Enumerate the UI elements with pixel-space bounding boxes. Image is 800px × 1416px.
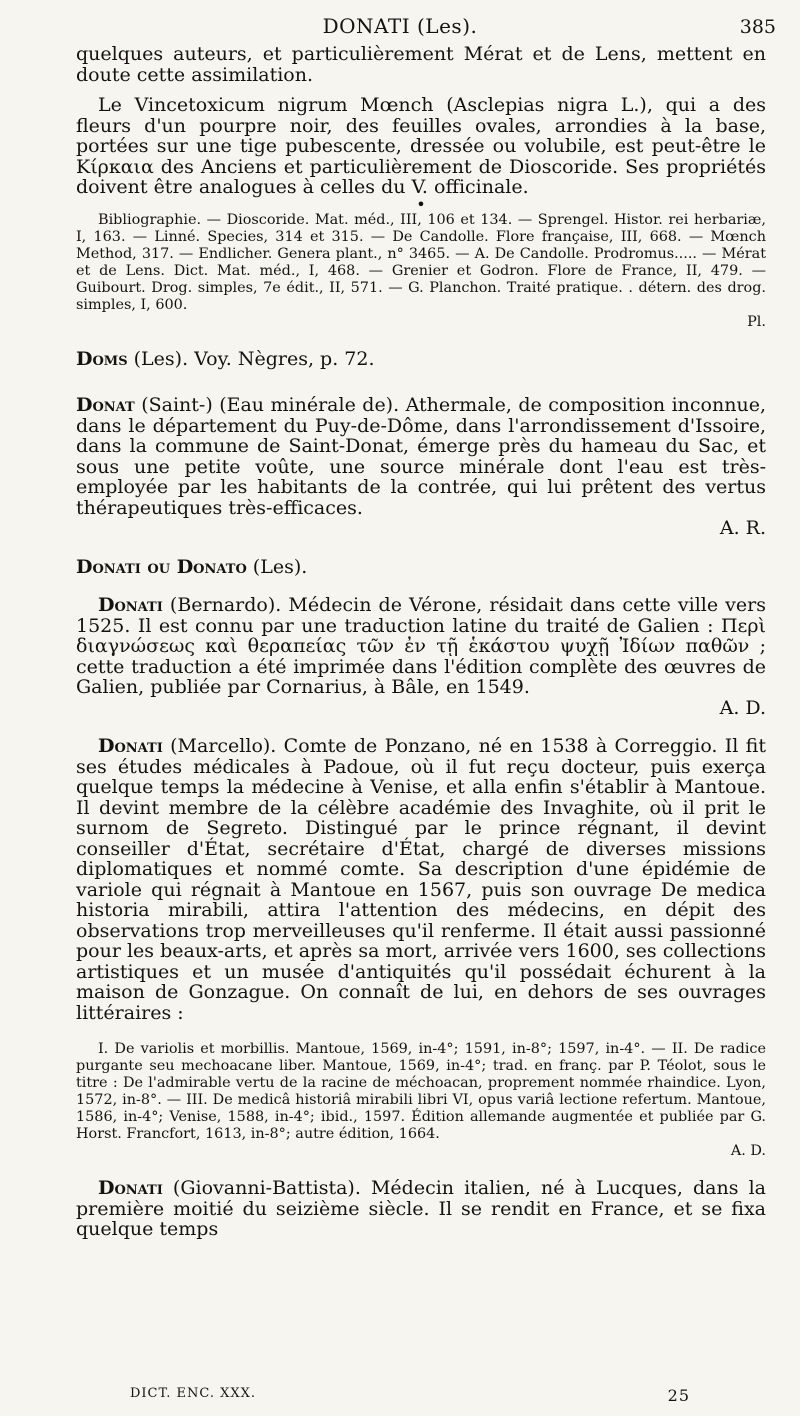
entry-headword: Donati [98,1177,163,1199]
entry-headword: Donati [98,735,163,757]
signature-mark: 25 [667,1386,690,1405]
entry-text: (Saint-) (Eau minérale de). Athermale, de composition inconnue, dans le département du Puy-de-Dôme, dans l'arrondissement d'Issoire, dans la commune de Saint-Donat, émerge près du hameau du Sac, et sous une petite voûte, une source minérale dont l'eau est très-employée par les habitants de la contrée, qui lui prêtent des vertus thérapeutiques très-efficaces. [76,394,766,519]
running-head: DONATI (Les). [322,14,478,38]
paragraph-vincetoxicum: Le Vincetoxicum nigrum Mœnch (Asclepias nigra L.), qui a des fleurs d'un pourpre noir, des feuilles ovales, arrondies à la base, portées sur une tige pubescente, dressée ou volubile, est peut-être le Κίρκαια des Anciens et particulièrement de Dioscoride. Ses propriétés doivent être analogues à celles du V. officinale. [76,94,766,198]
entry-donat-saint [76,395,766,518]
section-heading-donati [76,557,766,578]
entry-doms [76,349,766,370]
page-footer [130,1386,690,1405]
section-heading-text: (Les). [246,555,308,578]
entry-headword: Donati [98,594,163,616]
entry-text: (Bernardo). Médecin de Vérone, résidait dans cette ville vers 1525. Il est connu par une traduction latine du traité de Galien : Περὶ διαγνώσεως καὶ θεραπείας τῶν ἐν τῇ ἑκάστου ψυχῇ Ἰδίων παθῶν ; cette traduction a été imprimée dans l'édition complète des œuvres de Galien, publiée par Cornarius, à Bâle, en 1549. [76,594,766,698]
section-headword: Donati ou Donato [76,555,247,578]
entry-donati-bernardo [76,595,766,698]
entry-signature: A. D. [719,696,766,719]
page-header [0,10,800,40]
works-signature: A. D. [730,1143,766,1159]
entry-text: (Les). Voy. Nègres, p. 72. [127,347,375,370]
entry-headword: Donat [76,394,135,416]
bibliography-signature: Pl. [747,313,766,330]
entry-text: (Marcello). Comte de Ponzano, né en 1538 à Correggio. Il fit ses études médicales à Padoue, où il fut reçu docteur, puis exerça quelque temps la médecine à Venise, et alla enfin s'établir à Mantoue. Il devint membre de la célèbre académie des Invaghite, où il prit le surnom de Segreto. Distingué par le prince régnant, il devint conseiller d'État, secrétaire d'État, chargé de diverses missions diplomatiques et nommé comte. Sa description d'une épidémie de variole qui régnait à Mantoue en 1567, puis son ouvrage De medica historia mirabili, attira l'attention des médecins, en dépit des observations trop merveilleuses qu'il renferme. Il était aussi passionné pour les beaux-arts, et après sa mort, arrivée vers 1600, ses collections artistiques et un musée d'antiquités qu'il possédait échurent à la maison de Gonzague. On connaît de lui, en dehors de ses ouvrages littéraires : [76,735,766,1024]
paragraph-continuation: quelques auteurs, et particulièrement Mérat et de Lens, mettent en doute cette assimilation. [76,43,766,86]
bibliography-text: Bibliographie. — Dioscoride. Mat. méd., III, 106 et 134. — Sprengel. Histor. rei herbariæ, I, 163. — Linné. Species, 314 et 315. — De Candolle. Flore française, III, 668. — Mœnch Method, 317. — Endlicher. Genera plant., n° 3465. — A. De Candolle. Prodromus..... — Mérat et de Lens. Dict. Mat. méd., I, 468. — Grenier et Godron. Flore de France, II, 479. — Guibourt. Drog. simples, 7e édit., II, 571. — G. Planchon. Traité pratique. . détern. des drog. simples, I, 600. [76,211,766,313]
entry-text: (Giovanni-Battista). Médecin italien, né à Lucques, dans la première moitié du seizième siècle. Il se rendit en France, et se fixa quelque temps [76,1177,766,1240]
works-list: I. De variolis et morbillis. Mantoue, 1569, in-4°; 1591, in-8°; 1597, in-4°. — II. De radice purgante seu mechoacane liber. Mantoue, 1569, in-4°; trad. en franç. par P. Téolot, sous le titre : De l'admirable vertu de la racine de méchoacan, proprement nommée rhaindice. Lyon, 1572, in-8°. — III. De medicâ historiâ mirabili libri VI, opus variâ lectione refertum. Mantoue, 1586, in-4°; Venise, 1588, in-4°; ibid., 1597. Édition allemande augmentée et publiée par G. Horst. Francfort, 1613, in-8°; autre édition, 1664. [76,1041,766,1142]
bibliography-block [76,212,766,314]
footer-volume: DICT. ENC. XXX. [130,1386,257,1401]
entry-headword: Doms [76,347,128,370]
page-number: 385 [739,16,776,38]
entry-signature: A. R. [719,517,766,539]
separator-mark: • [416,194,426,214]
entry-donati-marcello [76,736,766,1023]
page-body [76,44,766,1240]
entry-donati-giovanni-battista [76,1178,766,1240]
